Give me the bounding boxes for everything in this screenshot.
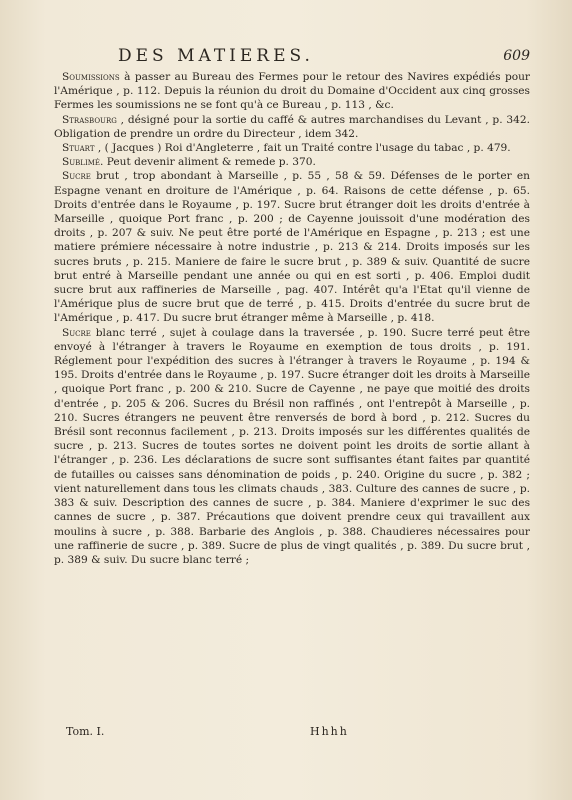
- index-entry: [54, 169, 530, 325]
- entry-headword: Sublimé: [62, 156, 100, 169]
- running-header: [100, 46, 530, 70]
- entry-text: , ( Jacques ) Roi d'Angleterre , fait un Traité contre l'usage du tabac , p. 479.: [94, 142, 511, 155]
- volume-label: Tom. I.: [66, 725, 105, 738]
- signature-mark: Hhhh: [310, 725, 349, 738]
- index-entry: [54, 326, 530, 567]
- page-number: 609: [503, 48, 530, 64]
- index-body: [54, 70, 530, 567]
- index-entry: [54, 141, 530, 155]
- entry-headword: Sucre: [62, 170, 91, 183]
- entry-text: à passer au Bureau des Fermes pour le retour des Navires expédiés pour l'Amérique , p. 112. Depuis la réunion du droit du Domaine d'Occident aux cinq grosses Fermes les soumissions ne se font qu'à ce Bureau , p. 113 , &c.: [54, 71, 530, 112]
- header-title: DES MATIERES.: [118, 46, 314, 66]
- entry-headword: Soumissions: [62, 71, 120, 83]
- index-entry: [54, 155, 530, 169]
- index-entry: [54, 113, 530, 141]
- entry-headword: Strasbourg: [62, 113, 117, 126]
- entry-headword: Stuart: [62, 142, 95, 155]
- entry-text: blanc terré , sujet à coulage dans la traversée , p. 190. Sucre terré peut être envoyé à l'étranger à travers le Royaume en exemption de tous droits , p. 191. Réglement pour l'expédition des sucres à l'étranger à travers le Royaume , p. 194 & 195. Droits d'entrée dans le Royaume , p. 197. Sucre étranger doit les droits à Marseille , quoique Port franc , p. 200 & 210. Sucre de Cayenne , ne paye que moitié des droits d'entrée , p. 205 & 206. Sucres du Brésil non raffinés , ont l'entrepôt à Marseille , p. 210. Sucres étrangers ne peuvent être renversés de bord à bord , p. 212. Sucres du Brésil sont reconnus facilement , p. 213. Droits imposés sur les différentes qualités de sucre , p. 213. Sucres de toutes sortes ne doivent point les droits de sortie allant à l'étranger , p. 236. Les déclarations de sucre sont suffisantes étant faites par quantité de futailles ou caisses sans dénomination de poids , p. 240. Origine du sucre , p. 382 ; vient naturellement dans tous les climats chauds , 383. Culture des cannes de sucre , p. 383 & suiv. Description des cannes de sucre , p. 384. Maniere d'exprimer le suc des cannes de sucre , p. 387. Précautions que doivent prendre ceux qui travaillent aux moulins à sucre , p. 388. Barbarie des Anglois , p. 388. Chaudieres nécessaires pour une raffinerie de sucre , p. 389. Sucre de plus de vingt qualités , p. 389. Du sucre brut , p. 389 & suiv. Du sucre blanc terré ;: [54, 326, 530, 566]
- entry-text: . Peut devenir aliment & remede p. 370.: [100, 156, 316, 169]
- entry-text: brut , trop abondant à Marseille , p. 55 , 58 & 59. Défenses de le porter en Espagne venant en droiture de l'Amérique , p. 64. Raisons de cette défense , p. 65. Droits d'entrée dans le Royaume , p. 197. Sucre brut étranger doit les droits d'entrée à Marseille , quoique Port franc , p. 200 ; de Cayenne jouissoit d'une modération des droits , p. 207 & suiv. Ne peut être porté de l'Amérique en Espagne , p. 213 ; est une matiere prémiere nécessaire à notre industrie , p. 213 & 214. Droits imposés sur les sucres bruts , p. 215. Maniere de faire le sucre brut , p. 389 & suiv. Quantité de sucre brut entré à Marseille pendant une année ou qui en est sorti , p. 406. Emploi dudit sucre brut aux raffineries de Marseille , pag. 407. Intérêt qu'a l'Etat qu'il vienne de l'Amérique plus de sucre brut que de terré , p. 415. Droits d'entrée du sucre brut de l'Amérique , p. 417. Du sucre brut étranger même à Marseille , p. 418.: [54, 170, 530, 325]
- entry-headword: Sucre: [62, 326, 91, 339]
- entry-text: , désigné pour la sortie du caffé & autres marchandises du Levant , p. 342. Obligation de prendre un ordre du Directeur , idem 342.: [54, 113, 530, 140]
- index-entry: [54, 70, 530, 113]
